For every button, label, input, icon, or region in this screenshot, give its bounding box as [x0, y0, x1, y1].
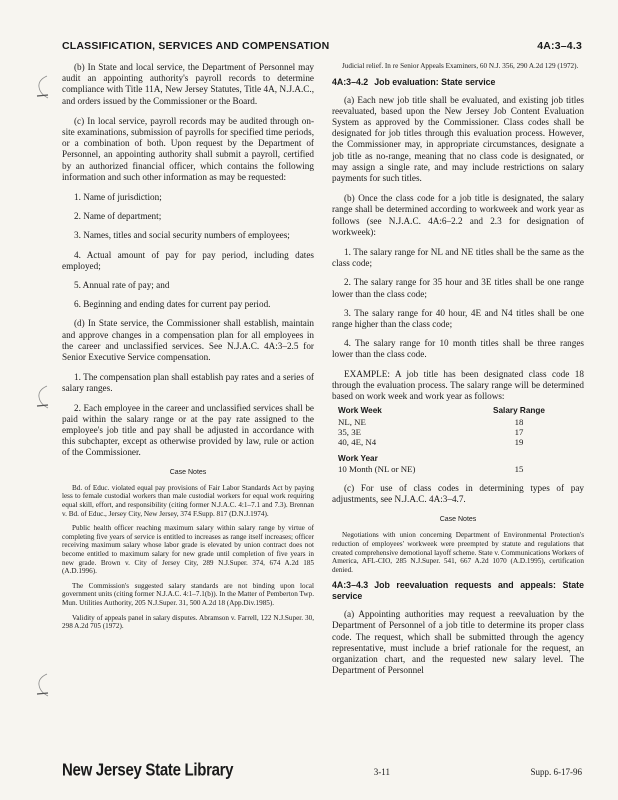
right-column: [332, 62, 584, 750]
paragraph-b: (b) In State and local service, the Department of Personnel may audit an appointing authority's payroll records to determine compliance with Title 11A, New Jersey Statutes, Title 4A, N.J.A.C., and orders issued by the Commissioner or the Board.: [62, 62, 314, 106]
paragraph-b: (b) Once the class code for a job title is designated, the salary range shall be determined according to workweek and work year as follows (see N.J.A.C. 4A:6–2.2 and 2.3 for designation of workweek):: [332, 193, 584, 237]
list-item: 3. The salary range for 40 hour, 4E and N4 titles shall be one range higher than the class code;: [332, 307, 584, 330]
table-row: [338, 464, 554, 474]
paragraph-d: (d) In State service, the Commissioner shall establish, maintain and approve changes in a compensation plan for all employees in the career and unclassified services. See N.J.A.C. 4A:3–2.5 for Senior Executive Service compensation.: [62, 318, 314, 363]
paragraph-a: (a) Appointing authorities may request a reevaluation by the Department of Personnel of a job title to determine its proper class code. The request, which shall be submitted through the agency representative, must include a brief rationale for the request, an organization chart, and the requested new salary level. The Department of Personnel: [332, 609, 584, 676]
header-section: 4A:3–4.3: [537, 40, 582, 52]
list-item: 2. The salary range for 35 hour and 3E titles shall be one range lower than the class code;: [332, 277, 584, 299]
table-row: [338, 437, 554, 447]
header-title: CLASSIFICATION, SERVICES AND COMPENSATION: [62, 40, 330, 52]
list-item: 6. Beginning and ending dates for current pay period.: [74, 299, 271, 310]
table-header: Work Year: [338, 453, 378, 463]
case-note: The Commission's suggested salary standards are not binding upon local government units (citing former N.J.A.C. 4:1–7.1(b)). In the Matter of Pemberton Twp. Mun. Utilities Authority, 205 N.J.Super. 31, 500 A.2d 18 (App.Div.1985).: [62, 581, 314, 608]
case-note: Bd. of Educ. violated equal pay provisions of Fair Labor Standards Act by paying less to female custodial workers than male custodial workers for equal work requiring equal skill, effort, and responsibility (citing former N.J.A.C. 4:1–7.1 and 7.3). Brennan v. Bd. of Educ., Jersey City, New Jersey, 374 F.Supp. 817 (D.N.J.1974).: [62, 483, 314, 518]
table-cell: 10 Month (NL or NE): [338, 464, 416, 475]
table-cell: 19: [514, 437, 524, 448]
table-header: Work Week: [338, 406, 382, 416]
list-item: 4. Actual amount of pay for pay period, including dates employed;: [62, 249, 314, 271]
paragraph-a: (a) Each new job title shall be evaluated, and existing job titles reevaluated, based upon the New Jersey Job Content Evaluation System as approved by the Commissioner. Class codes shall be designated for job titles through this evaluation process. However, the Commissioner may, in appropriate circumstances, designate a job title as no-range, meaning that no class code is designated, or may assign a single rate, and may include restrictions on salary payments for such titles.: [332, 94, 584, 184]
table-cell: 15: [514, 464, 524, 475]
table-cell: 35, 3E: [338, 427, 361, 438]
case-notes-heading: Case Notes: [169, 468, 207, 476]
table-cell: 17: [514, 427, 524, 438]
paragraph-c: (c) For use of class codes in determining types of pay adjustments, see N.J.A.C. 4A:3–4.7.: [332, 482, 584, 504]
list-item: 1. The salary range for NL and NE titles shall be the same as the class code;: [332, 247, 584, 269]
table-cell: 40, 4E, N4: [338, 437, 377, 448]
running-header: [62, 40, 582, 52]
case-notes-heading: Case Notes: [439, 516, 477, 524]
case-note: Judicial relief. In re Senior Appeals Examiners, 60 N.J. 356, 290 A.2d 129 (1972).: [342, 62, 579, 70]
page-footer: [62, 762, 582, 779]
list-item: 2. Each employee in the career and unclassified services shall be paid within the salary range or at the pay rate assigned to the employee's job title and pay shall be adjusted in accordance with this subchapter, except as otherwise provided by law, rule or action of the Commissioner.: [62, 402, 314, 458]
list-item: 5. Annual rate of pay; and: [74, 280, 170, 291]
case-note: Public health officer reaching maximum salary within salary range by virtue of completing five years of service is entitled to increases as range itself increases; officer receiving maximum salary whose labor grade is elevated by union contract does not become entitled to maximum salary for new grade until completion of five years in new grade. Brown v. City of Jersey City, 289 N.J.Super. 374, 674 A.2d 185 (A.D.1996).: [62, 524, 314, 576]
table-header-row: [338, 454, 554, 464]
table-header-row: [338, 406, 554, 416]
table-cell: 18: [514, 416, 524, 427]
page-number: 3-11: [373, 767, 390, 777]
list-item: 3. Names, titles and social security numbers of employees;: [74, 230, 290, 241]
left-column: [62, 62, 314, 750]
example-text: EXAMPLE: A job title has been designated class code 18 through the evaluation process. The salary range will be determined based on work week and work year as follows:: [332, 368, 584, 402]
section-title: Job evaluation: State service: [374, 76, 496, 87]
table-header: Salary Range: [493, 406, 545, 416]
section-title: Job reevaluation requests and appeals: State service: [332, 580, 584, 602]
punch-hole-mark: [36, 384, 50, 410]
salary-table: [338, 406, 554, 474]
section-heading-4-2: [332, 77, 584, 88]
punch-hole-mark: [36, 672, 50, 698]
table-row: [338, 427, 554, 437]
table-row: [338, 417, 554, 427]
list-item: 4. The salary range for 10 month titles shall be three ranges lower than the class code.: [332, 338, 584, 360]
section-number: 4A:3–4.3: [332, 580, 369, 591]
case-note: Negotiations with union concerning Department of Environmental Protection's reduction of employees' workweek were preempted by statute and regulations that created comprehensive demotional layoff scheme. State v. Communications Workers of America, AFL-CIO, 285 N.J.Super. 541, 667 A.2d 1070 (A.D.1995), certification denied.: [332, 531, 584, 574]
case-note: Validity of appeals panel in salary disputes. Abramson v. Farrell, 122 N.J.Super. 30, 298 A.2d 705 (1972).: [62, 613, 314, 631]
supplement-date: Supp. 6-17-96: [530, 767, 582, 777]
section-heading-4-3: [332, 580, 584, 602]
library-stamp: New Jersey State Library: [62, 760, 234, 781]
section-number: 4A:3–4.2: [332, 76, 369, 87]
list-item: 1. Name of jurisdiction;: [74, 192, 162, 203]
table-cell: NL, NE: [338, 416, 366, 427]
paragraph-c: (c) In local service, payroll records may be audited through on-site examinations, submission of payrolls for specified time periods, or a combination of both. Upon request by the Department of Personnel, an appointing authority shall submit a payroll, certified by an authorized financial officer, which contains the following information and such other information as may be requested:: [62, 115, 314, 182]
punch-hole-mark: [36, 74, 50, 100]
list-item: 1. The compensation plan shall establish pay rates and a series of salary ranges.: [62, 372, 314, 394]
list-item: 2. Name of department;: [74, 211, 162, 222]
